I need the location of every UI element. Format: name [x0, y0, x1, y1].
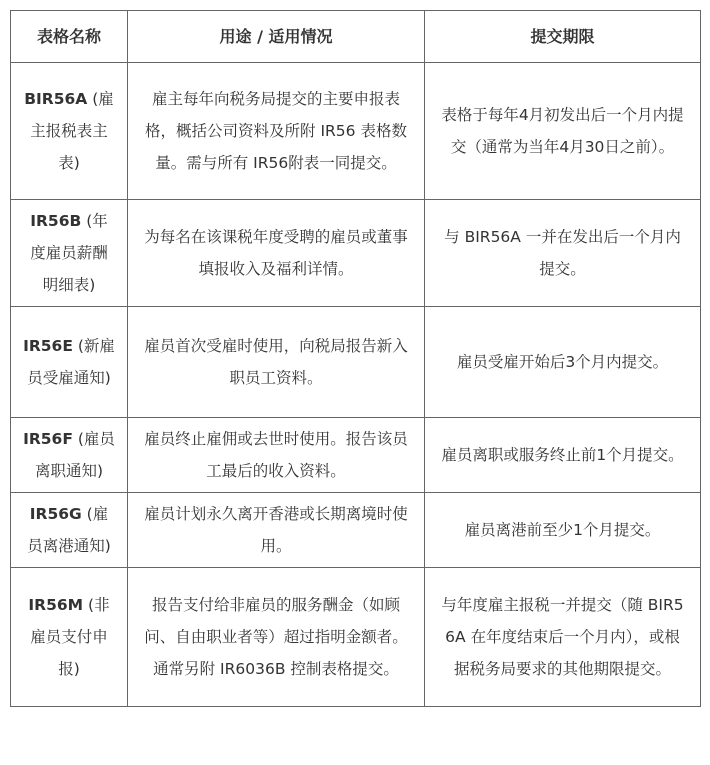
usage-cell: 雇员首次受雇时使用，向税局报告新入职员工资料。 — [128, 307, 425, 418]
form-title: (雇员离职通知) — [34, 430, 115, 480]
deadline-cell: 与 BIR56A 一并在发出后一个月内提交。 — [425, 200, 701, 307]
form-code: IR56F — [23, 430, 73, 448]
table-row — [11, 63, 701, 200]
header-form-name: 表格名称 — [11, 11, 128, 63]
form-code: IR56G — [29, 505, 82, 523]
form-name-cell — [11, 493, 128, 568]
tax-forms-table-container — [10, 10, 700, 707]
form-code: IR56M — [28, 596, 84, 614]
usage-cell: 雇员计划永久离开香港或长期离境时使用。 — [128, 493, 425, 568]
table-header-row — [11, 11, 701, 63]
form-name-cell — [11, 418, 128, 493]
table-row — [11, 493, 701, 568]
form-title: (年度雇员薪酬明细表) — [30, 212, 108, 294]
form-title: (雇主报税表主表) — [30, 90, 114, 172]
header-usage: 用途 / 适用情况 — [128, 11, 425, 63]
table-row — [11, 307, 701, 418]
form-title: (非雇员支付申报) — [30, 596, 110, 678]
table-row — [11, 418, 701, 493]
deadline-cell: 雇员受雇开始后3个月内提交。 — [425, 307, 701, 418]
table-row — [11, 568, 701, 707]
usage-cell: 雇员终止雇佣或去世时使用。报告该员工最后的收入资料。 — [128, 418, 425, 493]
form-name-cell — [11, 200, 128, 307]
deadline-cell: 表格于每年4月初发出后一个月内提交（通常为当年4月30日之前）。 — [425, 63, 701, 200]
deadline-cell: 雇员离港前至少1个月提交。 — [425, 493, 701, 568]
header-deadline: 提交期限 — [425, 11, 701, 63]
form-code: IR56E — [23, 337, 73, 355]
deadline-cell: 雇员离职或服务终止前1个月提交。 — [425, 418, 701, 493]
form-name-cell — [11, 307, 128, 418]
deadline-cell: 与年度雇主报税一并提交（随 BIR56A 在年度结束后一个月内），或根据税务局要求的其他期限提交。 — [425, 568, 701, 707]
tax-forms-table — [10, 10, 701, 707]
table-row — [11, 200, 701, 307]
usage-cell: 为每名在该课税年度受聘的雇员或董事填报收入及福利详情。 — [128, 200, 425, 307]
form-name-cell — [11, 63, 128, 200]
usage-cell: 雇主每年向税务局提交的主要申报表格，概括公司资料及所附 IR56 表格数量。需与所有 IR56附表一同提交。 — [128, 63, 425, 200]
form-title: (新雇员受雇通知) — [27, 337, 115, 387]
form-title: (雇员离港通知) — [27, 505, 111, 555]
form-code: BIR56A — [24, 90, 88, 108]
usage-cell: 报告支付给非雇员的服务酬金（如顾问、自由职业者等）超过指明金额者。通常另附 IR6036B 控制表格提交。 — [128, 568, 425, 707]
form-code: IR56B — [30, 212, 82, 230]
form-name-cell — [11, 568, 128, 707]
